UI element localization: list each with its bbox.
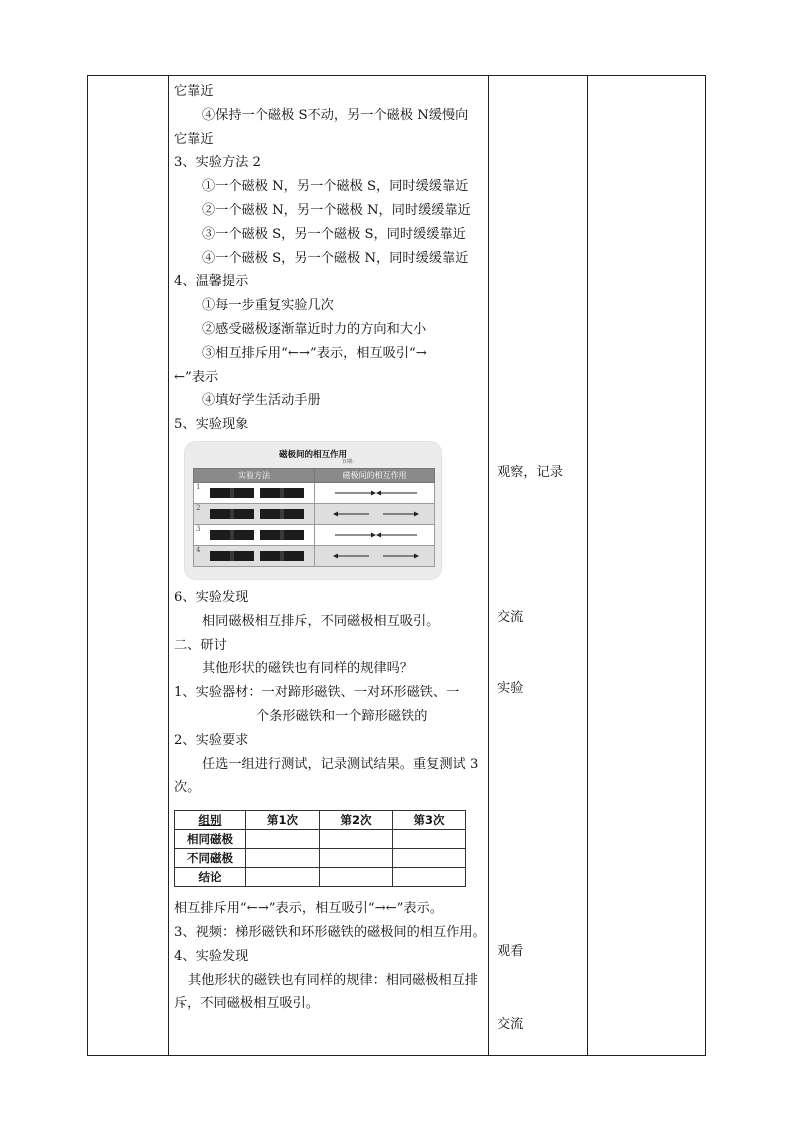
text-line: 3、视频：梯形磁铁和环形磁铁的磁极间的相互作用。: [174, 924, 486, 940]
text-line: ①每一步重复实验几次: [202, 298, 334, 314]
record-row-label: 相同磁极: [175, 830, 246, 849]
lesson-table: [87, 75, 706, 1056]
record-cell: [320, 868, 393, 887]
record-row-label: 结论: [175, 868, 246, 887]
record-cell: [246, 849, 320, 868]
teaching-content: [174, 80, 488, 1016]
text-line: ①一个磁极 N，另一个磁极 S，同时缓缓靠近: [202, 179, 469, 195]
bar-magnet: [210, 509, 254, 519]
column-divider: [587, 76, 588, 1055]
figure-header-method: 实验方法: [194, 468, 315, 482]
text-line: 任选一组进行测试，记录测试结果。重复测试 3: [202, 756, 479, 772]
bar-magnet: [210, 530, 254, 540]
magnet-interaction-figure: [184, 441, 442, 580]
figure-date-label: 日期：: [342, 458, 358, 465]
record-header: 第2次: [320, 811, 393, 830]
section-heading: 4、温馨提示: [174, 274, 249, 290]
row-number: 1: [196, 482, 201, 491]
section-heading: 2、实验要求: [174, 732, 249, 748]
text-line: 个条形磁铁和一个蹄形磁铁的: [256, 708, 428, 724]
text-line: 相同磁极相互排斥，不同磁极相互吸引。: [202, 613, 440, 629]
section-heading: 6、实验发现: [174, 589, 249, 605]
activity-note: 观看: [497, 944, 524, 959]
record-cell: [320, 849, 393, 868]
text-line: 其他形状的磁铁也有同样的规律吗？: [202, 661, 413, 677]
figure-title: 磁极间的相互作用: [278, 449, 347, 460]
repel-arrows-icon: [333, 508, 419, 520]
bar-magnet: [260, 530, 304, 540]
text-line: 相互排斥用“←→”表示，相互吸引“→←”表示。: [174, 901, 443, 917]
record-header: 组别: [175, 811, 246, 830]
row-number: 2: [196, 503, 201, 512]
bar-magnet: [210, 488, 254, 498]
record-table: [174, 810, 466, 887]
activity-note: 交流: [497, 1017, 524, 1032]
figure-row: [194, 482, 435, 503]
activity-note: 观察，记录: [497, 465, 563, 480]
text-line: ③一个磁极 S，另一个磁极 S，同时缓缓靠近: [202, 226, 466, 242]
text-line: 它靠近: [174, 131, 214, 147]
record-cell: [393, 868, 466, 887]
section-heading: 3、实验方法 2: [174, 155, 261, 171]
text-line: 1、实验器材：一对蹄形磁铁、一对环形磁铁、一: [174, 685, 460, 701]
row-number: 3: [196, 524, 201, 533]
section-heading: 4、实验发现: [174, 948, 249, 964]
column-divider: [488, 76, 489, 1055]
text-line: ④保持一个磁极 S不动，另一个磁极 N缓慢向: [202, 107, 469, 123]
record-row-label: 不同磁极: [175, 849, 246, 868]
record-cell: [246, 830, 320, 849]
text-line: ←”表示: [174, 369, 219, 385]
record-cell: [246, 868, 320, 887]
bar-magnet: [260, 509, 304, 519]
text-line: ②一个磁极 N，另一个磁极 N，同时缓缓靠近: [202, 202, 471, 218]
record-cell: [393, 830, 466, 849]
text-line: 其他形状的磁铁也有同样的规律：相同磁极相互排斥，不同磁极相互吸引。: [174, 972, 479, 1012]
record-header: 第1次: [246, 811, 320, 830]
figure-header-interaction: 磁极间的相互作用: [315, 468, 435, 482]
record-cell: [320, 830, 393, 849]
attract-arrows-icon: [333, 529, 419, 541]
text-line: ④填好学生活动手册: [202, 393, 321, 409]
figure-row: [194, 545, 435, 566]
figure-row: [194, 503, 435, 524]
bar-magnet: [260, 488, 304, 498]
bar-magnet: [210, 551, 254, 561]
bar-magnet: [260, 551, 304, 561]
column-divider: [168, 76, 169, 1055]
activity-note: 实验: [497, 681, 524, 696]
attract-arrows-icon: [333, 487, 419, 499]
activity-note: 交流: [497, 610, 524, 625]
record-cell: [393, 849, 466, 868]
text-line: 次。: [174, 780, 201, 796]
row-number: 4: [196, 545, 201, 554]
section-heading: 5、实验现象: [174, 417, 249, 433]
section-heading: 二、研讨: [174, 637, 227, 653]
record-header: 第3次: [393, 811, 466, 830]
repel-arrows-icon: [333, 550, 419, 562]
text-line: ②感受磁极逐渐靠近时力的方向和大小: [202, 321, 427, 337]
text-line: ④一个磁极 S，另一个磁极 N，同时缓缓靠近: [202, 250, 469, 266]
figure-table: [193, 468, 435, 567]
text-line: ③相互排斥用“←→”表示，相互吸引“→: [202, 345, 427, 361]
text-line: 它靠近: [174, 84, 214, 99]
figure-row: [194, 524, 435, 545]
